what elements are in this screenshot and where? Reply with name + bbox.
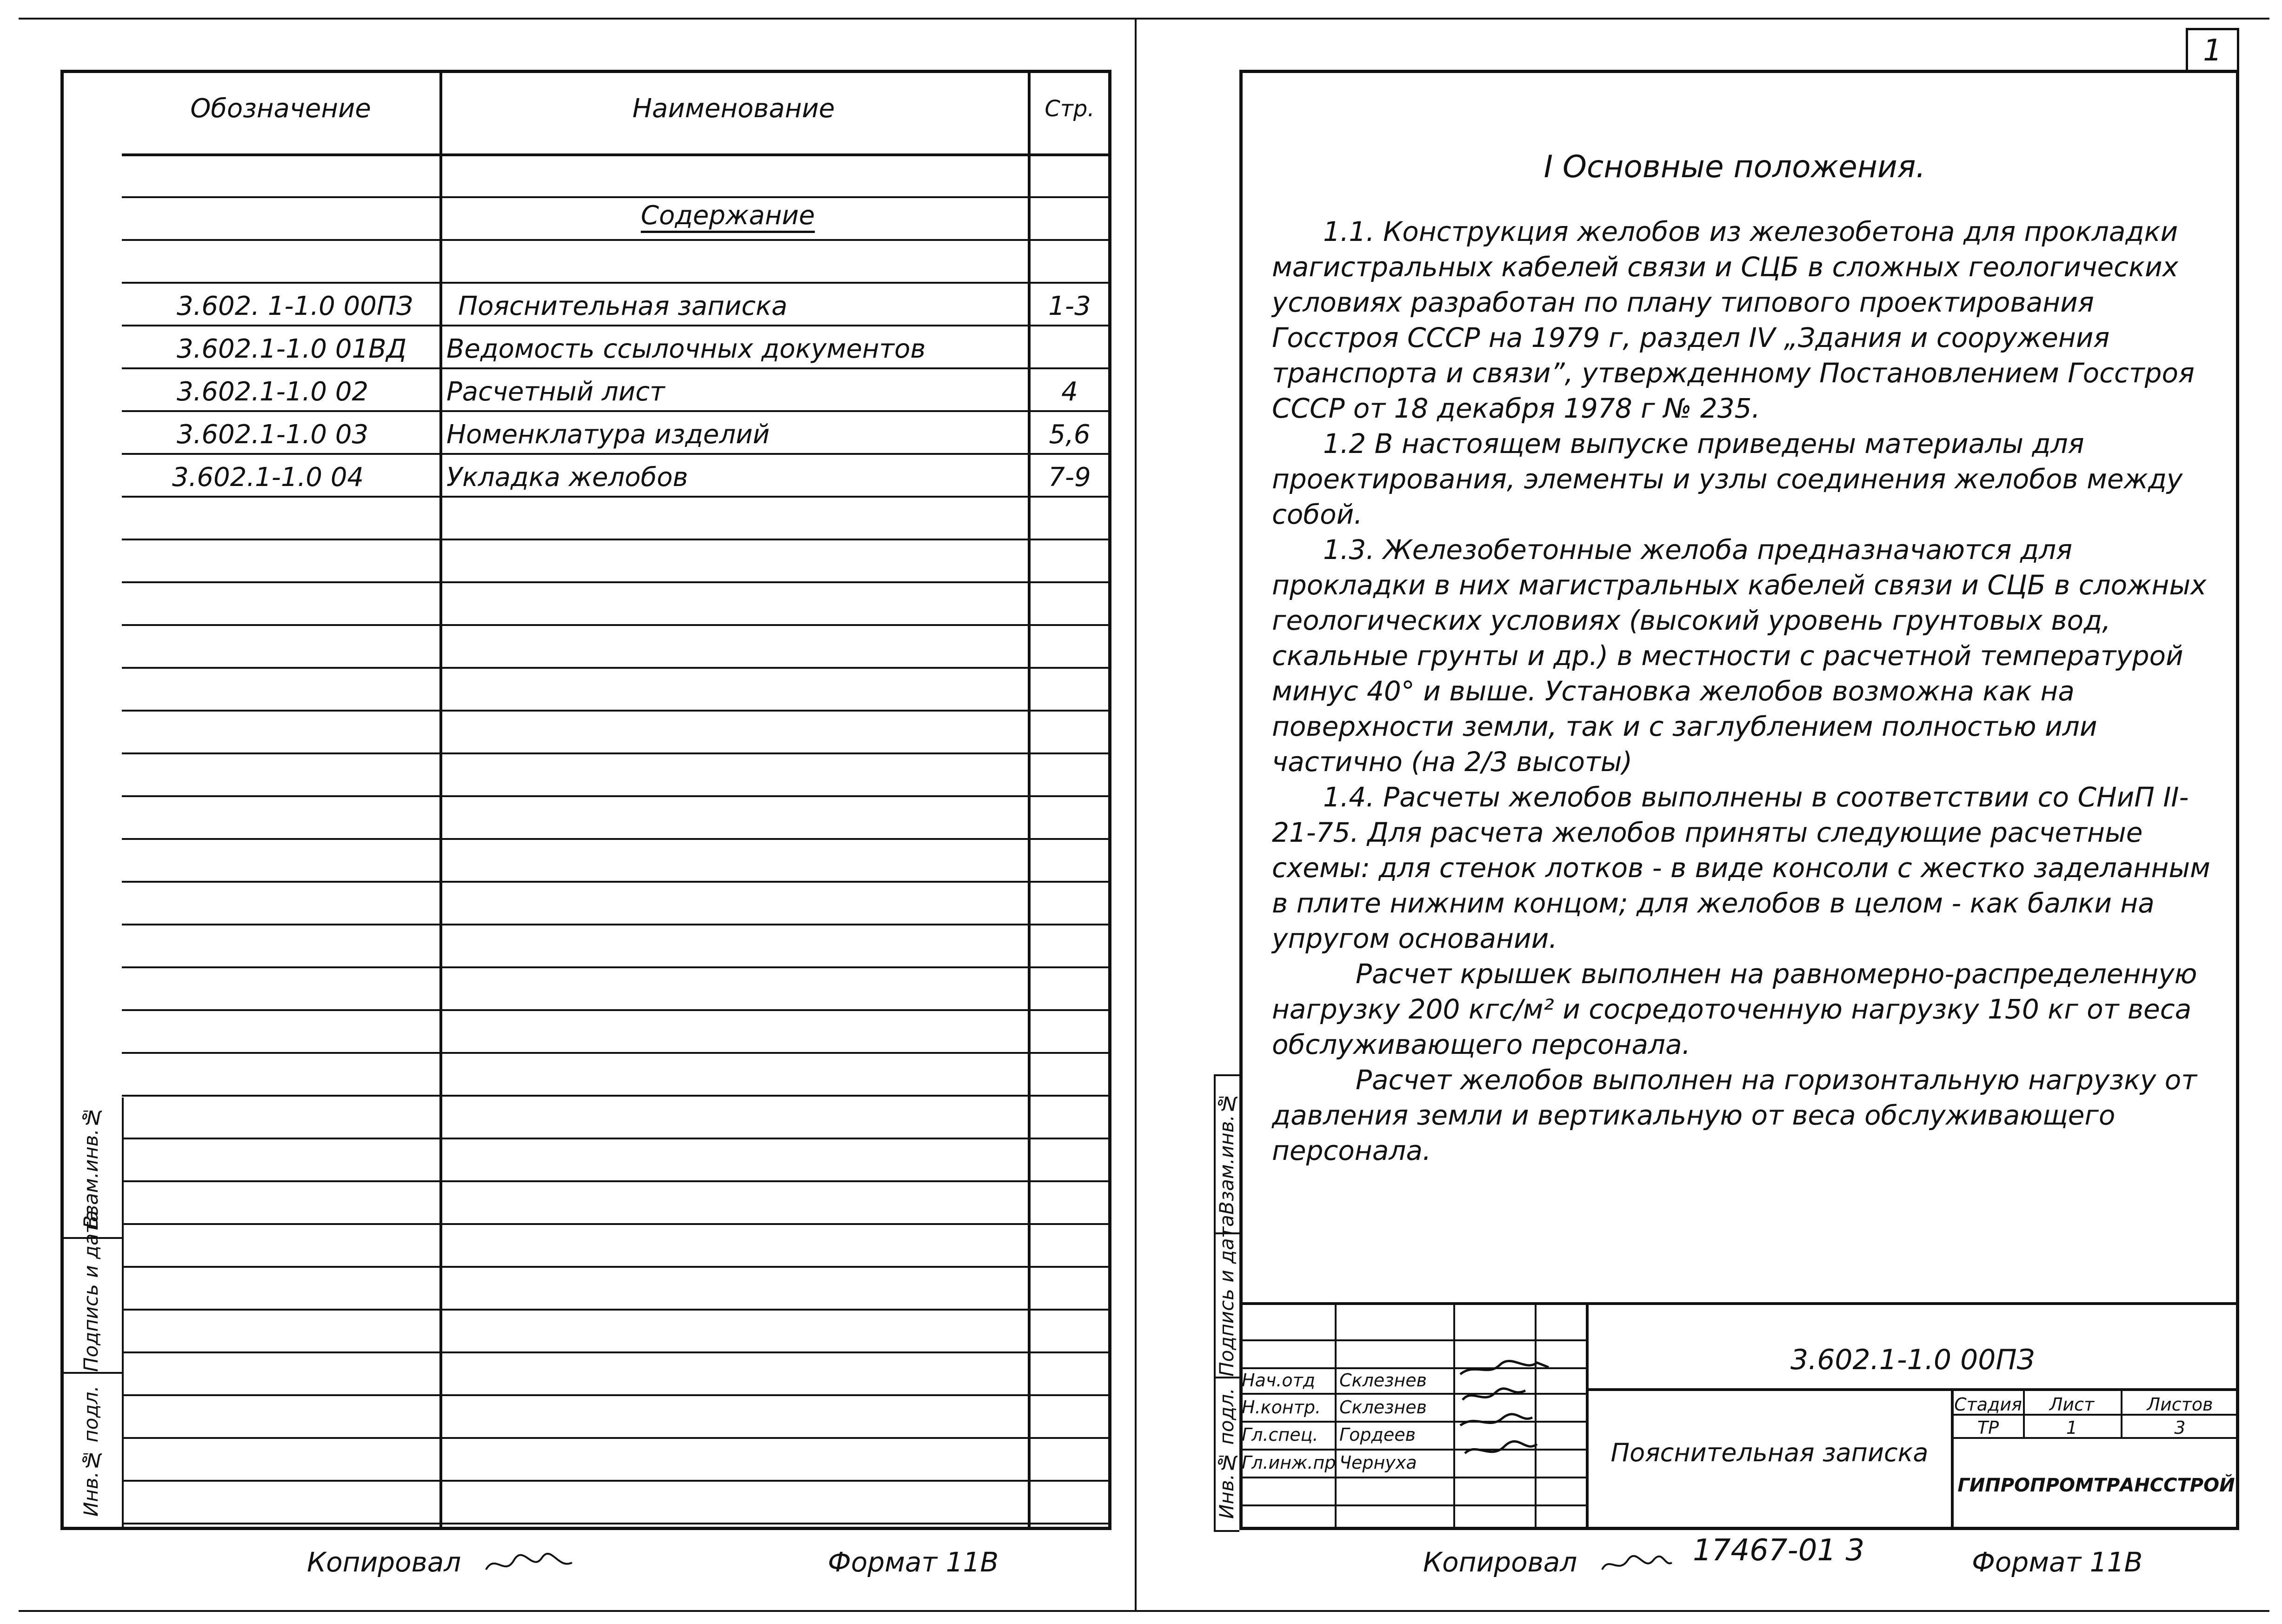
left-copied-signature-icon	[484, 1549, 577, 1581]
stage-label: Стадия	[1954, 1394, 2022, 1415]
left-side-strip-divider	[122, 1098, 124, 1530]
paragraph-roofs: Расчет крышек выполнен на равномерно-распределенную нагрузку 200 кгс/м² и сосредоточенную нагрузку 150 кг от веса обслуживающего персонала.	[1272, 958, 2197, 1060]
col-divider-2	[1028, 70, 1031, 1530]
stage-value: ТР	[1977, 1418, 1999, 1438]
paragraph-1-2: 1.2 В настоящем выпуске приведены материалы для проектирования, элементы и узлы соединения желобов между собой.	[1272, 428, 2183, 530]
row-line	[122, 752, 1111, 754]
sign-col-2	[1453, 1302, 1455, 1530]
right-copied-by: Копировал	[1423, 1546, 1577, 1578]
row-1-page: 1-3	[1048, 291, 1091, 321]
row-line	[122, 924, 1111, 925]
role-2: Н.контр.	[1242, 1397, 1321, 1418]
body-text	[1272, 214, 2221, 1168]
row-4-name: Номенклатура изделий	[446, 419, 770, 450]
row-line	[122, 1223, 1111, 1225]
name-2: Склезнев	[1339, 1397, 1427, 1418]
role-4: Гл.инж.пр	[1242, 1452, 1336, 1473]
paragraph-1-4: 1.4. Расчеты желобов выполнены в соответствии со СНиП II-21-75. Для расчета желобов приняты следующие расчетные схемы: для стенок лотков - в виде консоли с жестко заделанным в плите нижним концом; для желобов в целом - как балки на упругом основании.	[1272, 781, 2210, 954]
sheets-label: Листов	[2147, 1394, 2213, 1415]
right-side-label-inv: Инв.№ подл.	[1215, 1388, 1238, 1519]
row-line	[122, 1095, 1111, 1097]
left-side-label-inv: Инв.№ подл.	[80, 1385, 102, 1517]
header-bottom-line	[122, 153, 1111, 156]
paragraph-1-3: 1.3. Железобетонные желоба предназначаются для прокладки в них магистральных кабелей связи и СЦБ в сложных геологических условиях (высокий уровень грунтовых вод, скальные грунты и др.) в местности с расчетной температурой минус 40° и выше. Установка желобов возможна как на поверхности земли, так и с заглублением полностью или частично (на 2/3 высоты)	[1272, 534, 2207, 778]
left-side-label-sign: Подпись и дата	[80, 1210, 102, 1372]
sign-col-1	[1335, 1302, 1337, 1530]
bottom-border	[19, 1610, 2269, 1612]
row-line	[122, 795, 1111, 797]
left-copied-by: Копировал	[307, 1546, 461, 1578]
row-line	[122, 624, 1111, 626]
row-line	[122, 1309, 1111, 1311]
row-3-name: Расчетный лист	[446, 377, 665, 407]
header-page: Стр.	[1045, 96, 1095, 122]
title-block-doc-name: Пояснительная записка	[1610, 1438, 1929, 1467]
row-line	[122, 1009, 1111, 1011]
sheet-value: 1	[2066, 1418, 2078, 1438]
row-line	[122, 1437, 1111, 1439]
right-copied-signature-icon	[1600, 1549, 1674, 1581]
title-block-divider	[1586, 1302, 1589, 1530]
row-line	[122, 710, 1111, 712]
row-line	[122, 1138, 1111, 1139]
organization: ГИПРОПРОМТРАНССТРОЙ	[1957, 1475, 2235, 1496]
row-3-code: 3.602.1-1.0 02	[177, 377, 369, 407]
col-divider-1	[439, 70, 442, 1530]
row-line	[122, 581, 1111, 583]
title-block-top	[1239, 1302, 2239, 1305]
right-format: Формат 11В	[1972, 1546, 2143, 1578]
row-line	[122, 1052, 1111, 1054]
row-1-name: Пояснительная записка	[458, 291, 788, 321]
right-strip-bottom	[1214, 1530, 1239, 1532]
title-block-code: 3.602.1-1.0 00ПЗ	[1790, 1344, 2035, 1376]
paragraph-horizontal: Расчет желобов выполнен на горизонтальную нагрузку от давления земли и вертикальную от веса обслуживающего персонала.	[1272, 1064, 2197, 1166]
row-1-code: 3.602. 1-1.0 00ПЗ	[177, 291, 413, 321]
role-3: Гл.спец.	[1242, 1424, 1318, 1445]
row-line	[122, 1480, 1111, 1482]
row-line	[122, 1394, 1111, 1396]
row-line	[122, 239, 1111, 241]
right-order-number: 17467-01 3	[1693, 1533, 1865, 1568]
right-side-label-replace: Взам.инв.№	[1215, 1092, 1238, 1215]
row-line	[122, 1266, 1111, 1268]
role-1: Нач.отд	[1242, 1370, 1316, 1391]
left-side-label-replace: Взам.инв.№	[80, 1106, 102, 1229]
sheet-label: Лист	[2049, 1394, 2095, 1415]
section-heading: I Основные положения.	[1544, 149, 1926, 185]
row-5-name: Укладка желобов	[446, 462, 688, 493]
left-strip-sep-2	[60, 1372, 122, 1374]
row-line	[122, 539, 1111, 540]
row-line	[122, 881, 1111, 883]
sheets-value: 3	[2174, 1418, 2186, 1438]
sign-row-0	[1239, 1339, 1586, 1341]
paragraph-1-1: 1.1. Конструкция желобов из железобетона для прокладки магистральных кабелей связи и СЦБ в сложных геологических условиях разработан по плану типового проектирования Госстроя СССР на 1979 г, раздел IV „Здания и сооружения транспорта и связи”, утвержденному Постановлением Госстроя СССР от 18 декабря 1978 г № 235.	[1272, 216, 2195, 424]
row-line	[122, 282, 1111, 284]
name-3: Гордеев	[1339, 1424, 1416, 1445]
center-divider	[1135, 18, 1137, 1610]
row-4-page: 5,6	[1049, 419, 1091, 450]
row-line	[122, 1351, 1111, 1353]
left-format: Формат 11В	[828, 1546, 999, 1578]
row-5-page: 7-9	[1048, 462, 1091, 493]
page-number: 1	[2203, 33, 2222, 68]
row-2-name: Ведомость ссылочных документов	[446, 334, 926, 364]
row-line	[122, 667, 1111, 669]
sign-row-6	[1239, 1504, 1586, 1506]
row-2-code: 3.602.1-1.0 01ВД	[177, 334, 407, 364]
row-4-code: 3.602.1-1.0 03	[177, 419, 369, 450]
row-line	[122, 838, 1111, 840]
section-title: Содержание	[640, 200, 815, 231]
header-name: Наименование	[632, 93, 835, 124]
left-strip-sep-1	[60, 1237, 122, 1239]
row-3-page: 4	[1061, 377, 1078, 407]
top-border	[19, 18, 2269, 20]
name-1: Склезнев	[1339, 1370, 1427, 1391]
row-5-code: 3.602.1-1.0 04	[172, 462, 364, 493]
signatures-icon	[1456, 1349, 1577, 1484]
name-4: Чернуха	[1339, 1452, 1417, 1473]
header-designation: Обозначение	[190, 93, 371, 124]
row-line	[122, 1180, 1111, 1182]
row-line	[122, 1523, 1111, 1524]
right-side-label-sign: Подпись и дата	[1215, 1215, 1238, 1377]
row-line	[122, 966, 1111, 968]
